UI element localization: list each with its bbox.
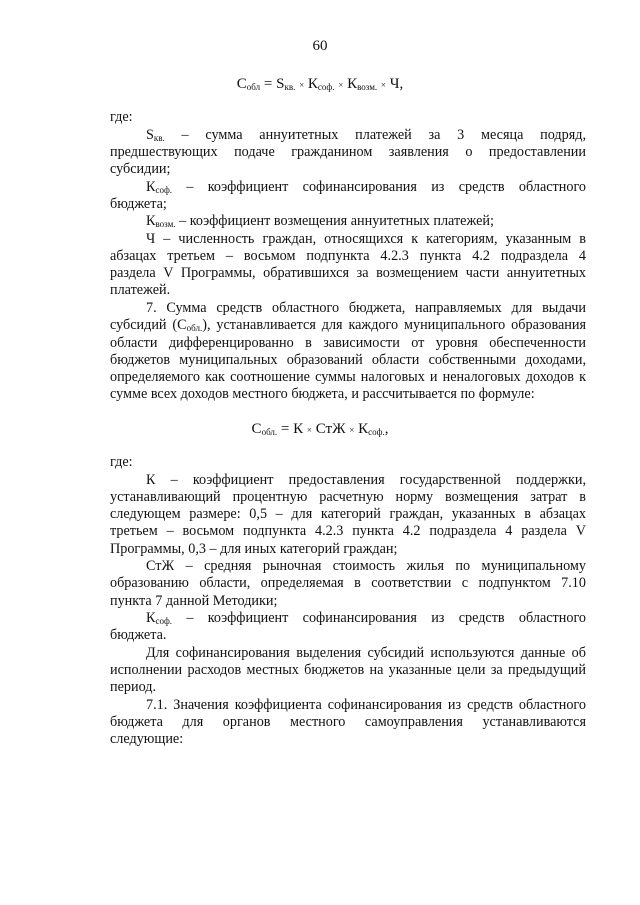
definition-k-line-3: следующем размере: 0,5 – для категорий граждан, указанных в абзацах (110, 506, 586, 522)
definition-k-line-4: третьем – восьмом подпункта 4.2.3 пункта 4.2 подраздела 4 раздела V (110, 523, 586, 539)
paragraph-7-line-1: 7. Сумма средств областного бюджета, направляемых для выдачи (146, 300, 586, 316)
definition-k-line-1: К – коэффициент предоставления государственной поддержки, (146, 472, 586, 488)
definition-k-sof-2-line-2: бюджета. (110, 627, 167, 643)
definition-stzh-line-3: пункта 7 данной Методики; (110, 593, 278, 609)
paragraph-7-1-line-2: бюджета для органов местного самоуправления устанавливаются (110, 714, 586, 730)
paragraph-7-line-5: определяемого как соотношение суммы налоговых и неналоговых доходов к (110, 369, 586, 385)
paragraph-7-line-6: сумме всех доходов местного бюджета, и рассчитывается по формуле: (110, 386, 535, 402)
paragraph-7-1-line-3: следующие: (110, 731, 184, 747)
formula-regional-budget: $С_{обл.} = К$ × СтЖ × $К_{соф.}$, (251, 421, 389, 437)
definition-k-line-2: устанавливающий процентную расчетную норму возмещения затрат в (110, 489, 586, 505)
definition-k-sof-line-2: бюджета; (110, 196, 167, 212)
definition-s-kv-line-3: субсидии; (110, 161, 171, 177)
gde-label-2: где: (110, 454, 133, 470)
definition-k-vozm: $К_{возм.}$ – коэффициент возмещения аннуитетных платежей; (146, 213, 494, 229)
paragraph-sofin-line-1: Для софинансирования выделения субсидий используются данные об (146, 645, 586, 661)
definition-stzh-line-2: образованию области, определяемая в соответствии с подпунктом 7.10 (110, 575, 586, 591)
definition-ch-line-4: платежей. (110, 282, 171, 298)
definition-s-kv-line-1: $S_{кв.}$ – сумма аннуитетных платежей за 3 месяца подряд, (146, 127, 586, 143)
page-number: 60 (312, 38, 328, 54)
paragraph-7-1-line-1: 7.1. Значения коэффициента софинансирования из средств областного (146, 697, 586, 713)
definition-ch-line-2: абзацах третьем – восьмом подпункта 4.2.3 пункта 4.2 подраздела 4 (110, 248, 586, 264)
paragraph-7-line-3: области дифференцированно в зависимости от уровня обеспеченности (110, 335, 586, 351)
paragraph-sofin-line-2: исполнении расходов местных бюджетов на указанные цели за предыдущий (110, 662, 586, 678)
paragraph-7-line-4: бюджетов муниципальных образований области собственными доходами, (110, 352, 586, 368)
formula-subsidy-total: $С_{обл} = S_{кв.} \times К_{соф.} \times К_{возм.} \times Ч$, (236, 76, 404, 92)
definition-k-sof-2-line-1: $К_{соф.}$ – коэффициент софинансирования из средств областного (146, 610, 586, 626)
paragraph-7-line-2: субсидий $(С_{обл.})$, устанавливается для каждого муниципального образования (110, 317, 586, 333)
definition-k-line-5: Программы, 0,3 – для иных категорий граждан; (110, 541, 398, 557)
definition-ch-line-1: Ч – численность граждан, относящихся к категориям, указанным в (146, 231, 586, 247)
definition-ch-line-3: раздела V Программы, обратившихся за возмещением части аннуитетных (110, 265, 586, 281)
definition-s-kv-line-2: предшествующих подаче гражданином заявления о предоставлении (110, 144, 586, 160)
paragraph-sofin-line-3: период. (110, 679, 157, 695)
gde-label-1: где: (110, 109, 133, 125)
definition-stzh-line-1: СтЖ – средняя рыночная стоимость жилья по муниципальному (146, 558, 586, 574)
definition-k-sof-line-1: $К_{соф.}$ – коэффициент софинансирования из средств областного (146, 179, 586, 195)
